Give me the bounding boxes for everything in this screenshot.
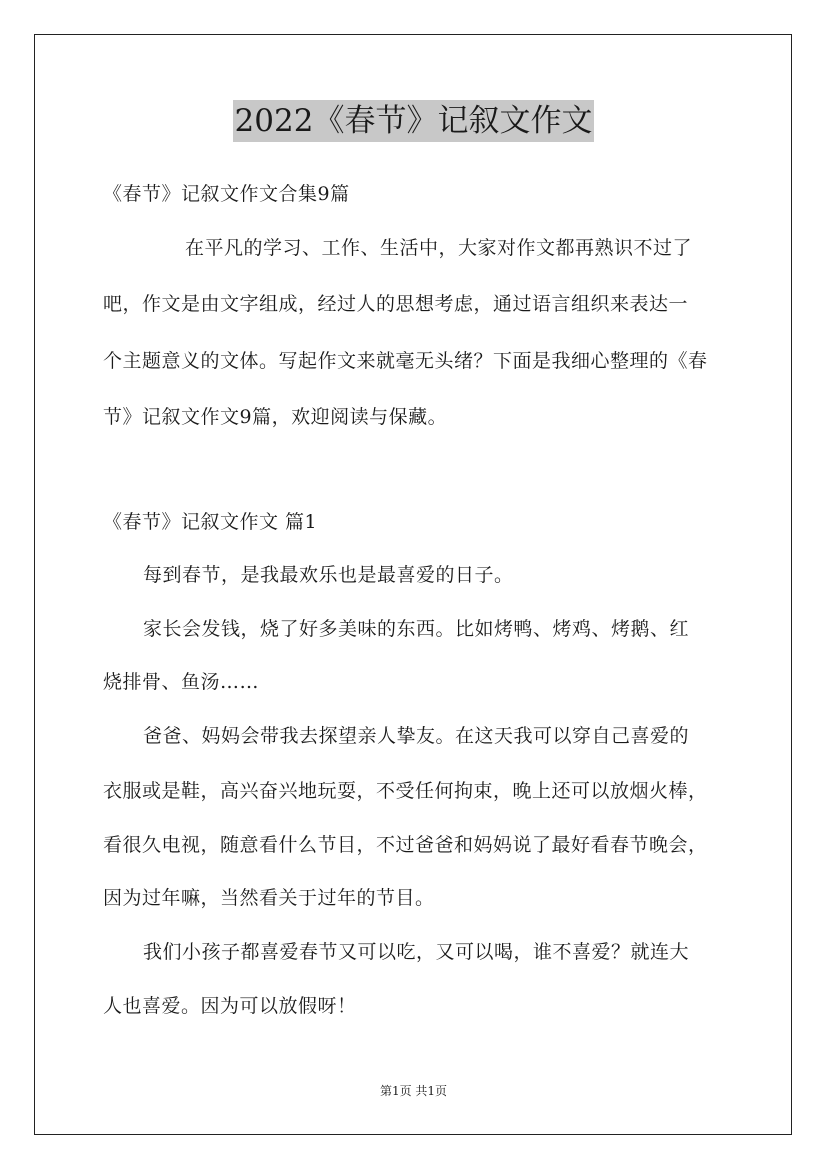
section-heading: 《春节》记叙文作文 篇1	[103, 511, 318, 533]
body-line-1: 每到春节，是我最欢乐也是最喜爱的日子。	[143, 564, 514, 586]
title-wrap	[0, 100, 827, 142]
intro-line-4: 节》记叙文作文9篇，欢迎阅读与保藏。	[103, 406, 448, 428]
body-line-6: 看很久电视，随意看什么节目，不过爸爸和妈妈说了最好看春节晚会，	[103, 834, 708, 856]
body-line-3: 烧排骨、鱼汤……	[103, 671, 260, 693]
body-line-7: 因为过年嘛，当然看关于过年的节目。	[103, 887, 435, 909]
page-footer: 第1页 共1页	[379, 1084, 448, 1098]
body-line-5: 衣服或是鞋，高兴奋兴地玩耍，不受任何拘束，晚上还可以放烟火棒，	[103, 780, 708, 802]
intro-line-3: 个主题意义的文体。写起作文来就毫无头绪？下面是我细心整理的《春	[103, 350, 708, 372]
intro-line-1: 在平凡的学习、工作、生活中，大家对作文都再熟识不过了	[185, 237, 693, 259]
body-line-4: 爸爸、妈妈会带我去探望亲人挚友。在这天我可以穿自己喜爱的	[143, 725, 690, 747]
document-title: 2022《春节》记叙文作文	[233, 100, 595, 142]
body-line-2: 家长会发钱，烧了好多美味的东西。比如烤鸭、烤鸡、烤鹅、红	[143, 618, 690, 640]
document-subtitle: 《春节》记叙文作文合集9篇	[103, 183, 350, 205]
body-line-8: 我们小孩子都喜爱春节又可以吃，又可以喝，谁不喜爱？就连大	[143, 941, 690, 963]
intro-line-2: 吧，作文是由文字组成，经过人的思想考虑，通过语言组织来表达一	[103, 293, 689, 315]
body-line-9: 人也喜爱。因为可以放假呀！	[103, 995, 357, 1017]
